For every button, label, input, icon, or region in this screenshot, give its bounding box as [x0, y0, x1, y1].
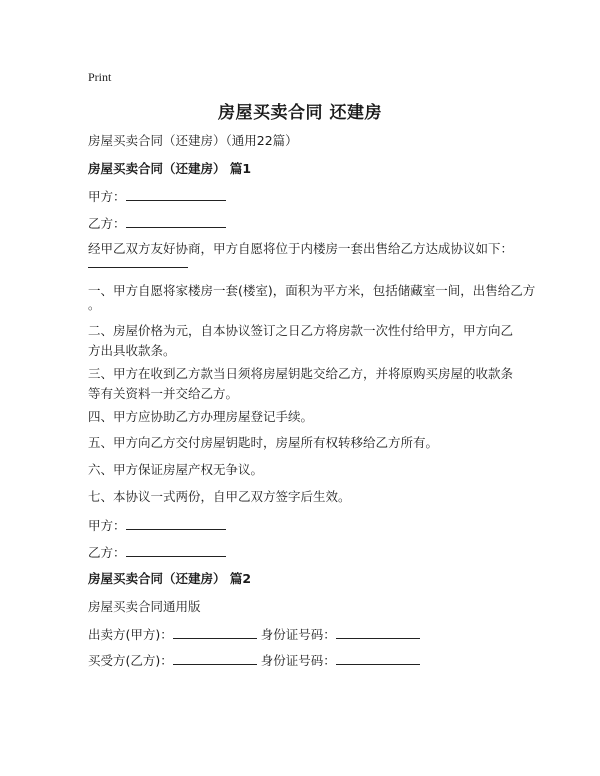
party-a-line: [88, 187, 226, 206]
section-2-heading: 房屋买卖合同（还建房） 篇2: [88, 571, 252, 586]
seller-id-label: 身份证号码：: [260, 627, 336, 642]
print-link[interactable]: Print: [88, 70, 112, 84]
clause-7: 七、本协议一式两份，自甲乙双方签字后生效。: [88, 489, 351, 504]
party-b-line: [88, 214, 226, 233]
seller-label: 出卖方(甲方)：: [88, 627, 173, 642]
sign-a-label: 甲方：: [88, 518, 126, 533]
party-a-label: 甲方：: [88, 189, 126, 204]
buyer-line: [88, 651, 420, 670]
sign-b-blank: [126, 543, 226, 557]
section-1-heading: 房屋买卖合同（还建房） 篇1: [88, 161, 252, 176]
buyer-id-blank: [336, 651, 420, 665]
clause-3: 三、甲方在收到乙方款当日须将房屋钥匙交给乙方，并将原购买房屋的收款条等有关资料一并交给乙方。: [88, 366, 514, 401]
party-a-blank: [126, 187, 226, 201]
clause-1: 一、甲方自愿将家楼房一套(楼室)，面积为平方米，包括储藏室一间，出售给乙方: [88, 283, 536, 298]
sign-a-line: [88, 516, 226, 535]
intro-blank: [88, 254, 188, 268]
clause-2: 二、房屋价格为元，自本协议签订之日乙方将房款一次性付给甲方，甲方向乙方出具收款条。: [88, 323, 514, 358]
intro-blank-line: [88, 254, 188, 273]
page-title: 房屋买卖合同 还建房: [218, 103, 382, 123]
buyer-label: 买受方(乙方)：: [88, 653, 173, 668]
party-b-blank: [126, 214, 226, 228]
seller-line: [88, 625, 420, 644]
seller-name-blank: [173, 625, 257, 639]
sign-b-line: [88, 543, 226, 562]
clause-6: 六、甲方保证房屋产权无争议。: [88, 462, 264, 477]
party-b-label: 乙方：: [88, 216, 126, 231]
clause-5: 五、甲方向乙方交付房屋钥匙时，房屋所有权转移给乙方所有。: [88, 435, 439, 450]
section-2-subheading: 房屋买卖合同通用版: [88, 599, 201, 614]
clause-4: 四、甲方应协助乙方办理房屋登记手续。: [88, 409, 314, 424]
intro-paragraph: 经甲乙双方友好协商，甲方自愿将位于内楼房一套出售给乙方达成协议如下：: [88, 241, 514, 256]
buyer-id-label: 身份证号码：: [260, 653, 336, 668]
clause-1-tail: 。: [88, 298, 101, 312]
buyer-name-blank: [173, 651, 257, 665]
sign-a-blank: [126, 516, 226, 530]
subtitle: 房屋买卖合同（还建房）（通用22篇）: [88, 133, 298, 148]
sign-b-label: 乙方：: [88, 545, 126, 560]
seller-id-blank: [336, 625, 420, 639]
